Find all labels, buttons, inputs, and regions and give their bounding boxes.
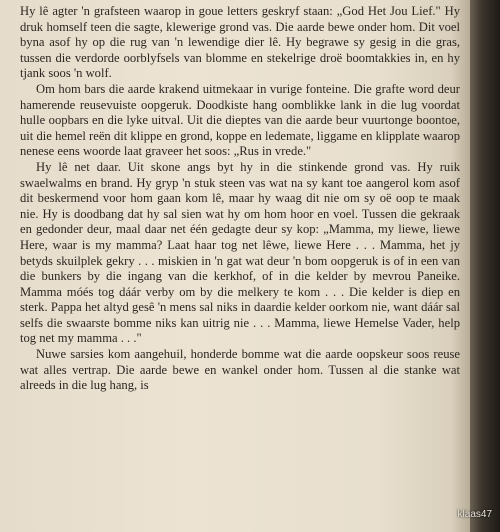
paragraph-2: Om hom bars die aarde krakend uitmekaar in vurige fonteine. Die grafte word deur hamerende reusevuiste oopgeruk. Doodkiste hang oomblikke lank in die lug voordat hulle oopbars en die lyke uitval. Uit die dieptes van die aarde beur vuurtonge boontoe, uit die hemel reën dit klippe en grond, koppe en ledemate, liggame en klipplate waarop nenese eens woorde laat graveer het soos: „Rus in vrede." bbox=[20, 81, 460, 159]
watermark-text: klaas47 bbox=[457, 509, 492, 520]
paragraph-4: Nuwe sarsies kom aangehuil, honderde bomme wat die aarde oopskeur soos reuse wat alles vertrap. Die aarde bewe en wankel onder hom. Tussen al die stanke wat alreeds in die lug hang, is bbox=[20, 347, 460, 393]
paragraph-3: Hy lê net daar. Uit skone angs byt hy in die stinkende grond vas. Hy ruik swaelwalms en brand. Hy gryp 'n stuk steen vas wat na sy kant toe aangerol kom asof dit beskermend voor hom gaan kom lê, maar hy waag dit nie om sy oë oop te maak nie. Hy is doodbang dat hy sal sien wat hy om hom hoor en voel. Tussen die gekraak en gedonder deur, maal daar net één gedagte deur sy kop: „Mamma, my liewe, liewe Here, waar is my mamma? Laat haar tog net lêwe, liewe Here . . . Mamma, het jy betyds skuilplek gekry . . . miskien in 'n gat wat deur 'n bom oopgeruk is of in een van die bunkers by die ingang van die kerkhof, of in die kelder by mevrou Paneike. Mamma móés tog dáár verby om by die melkery te kom . . . Die kelder is diep en sterk. Pappa het altyd gesê 'n mens sal niks in daardie kelder oorkom nie, want dáár sal selfs die swaarste bomme niks kan uitrig nie . . . Mamma, liewe Hemelse Vader, help tog net my mamma . . ." bbox=[20, 159, 460, 346]
book-spine-shadow bbox=[470, 0, 500, 532]
paragraph-1: Hy lê agter 'n grafsteen waarop in goue letters geskryf staan: „God Het Jou Lief." Hy druk homself teen die sagte, klewerige grond vas. Die aarde bewe onder hom. Dit voel byna asof hy op die rug van 'n lewendige dier lê. Hy begrawe sy gesig in die gras, tussen die verdorde oorblyfsels van blomme en stekelrige droë boomtakkies in, en hy tjank soos 'n wolf. bbox=[20, 4, 460, 81]
page-text bbox=[20, 4, 460, 394]
